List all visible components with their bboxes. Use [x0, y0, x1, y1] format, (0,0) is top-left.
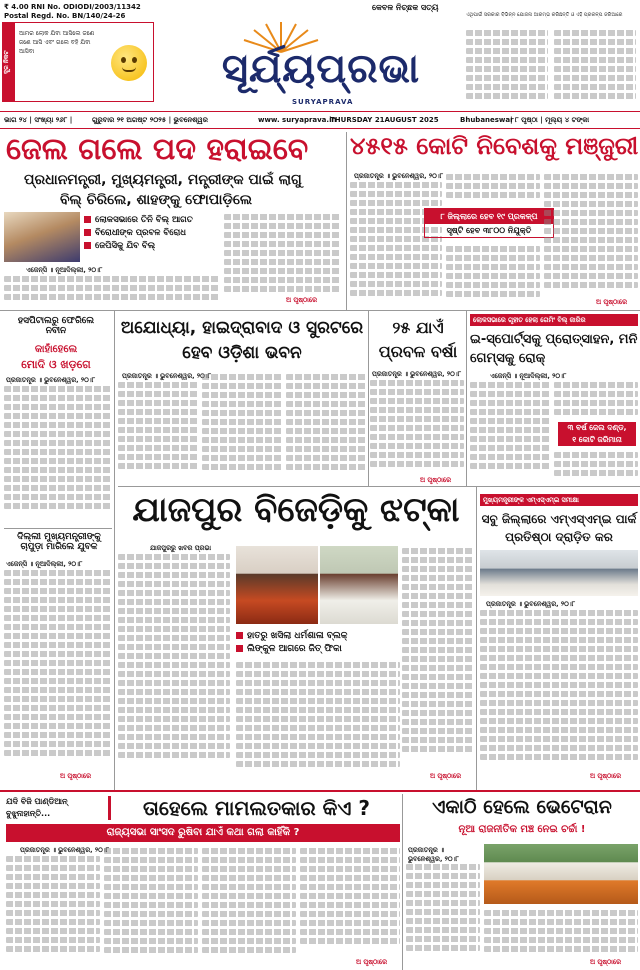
hospital-body — [4, 384, 112, 522]
lead-photo — [4, 212, 80, 262]
lead-bullets — [84, 214, 220, 253]
bottom-left-continued: ଅ ପୃଷ୍ଠାରେ — [356, 958, 388, 966]
mission-kicker: ମୁଖ୍ୟମନ୍ତ୍ରୀଙ୍କ ଏମ୍‌ଏସ୍‌ଏମ୍‌ଇ ସମୀକ୍ଷା — [480, 494, 638, 506]
issue-number: ଭାଗ ୨୪ | ସଂଖ୍ୟା ୨୬୮ | — [4, 116, 73, 124]
esports-kicker: ଲୋକସଭାରେ ଗୃହୀତ ହେଲା ଗେମିଂ ବିଲ୍ ଜାରିର — [470, 314, 638, 326]
emoji-face-icon — [111, 45, 147, 81]
esports-box-line-1: ୩ ବର୍ଷ ଜେଲ ଦଣ୍ଡ, — [558, 422, 636, 434]
mission-credit: ପ୍ରଜାତନ୍ତ୍ର ॥ ଭୁବନେଶ୍ୱର, ୨୦।୮ — [486, 600, 576, 608]
bottom-right-credit: ପ୍ରଜାତନ୍ତ୍ର ॥ ଭୁବନେଶ୍ୱର, ୨୦।୮ — [408, 846, 459, 863]
delhi-continued: ଅ ପୃଷ୍ଠାରେ — [60, 772, 92, 780]
invest-credit: ପ୍ରଜାତନ୍ତ୍ର ॥ ଭୁବନେଶ୍ୱର, ୨୦।୮ — [354, 172, 444, 180]
logo-subtitle: SURYAPRAVA — [292, 98, 354, 106]
bottom-right-body-2 — [484, 908, 638, 962]
jajpur-body-1 — [118, 552, 230, 782]
jajpur-continued: ଅ ପୃଷ୍ଠାରେ — [430, 772, 462, 780]
jajpur-photo-left — [236, 546, 318, 624]
rain-headline: ୨୫ ଯାଏଁ ପ୍ରବଳ ବର୍ଷା — [378, 318, 458, 361]
lead-continued: ଅ ପୃଷ୍ଠାରେ — [286, 296, 318, 304]
lead-body-right — [224, 212, 340, 298]
lead-bullet: ଜେପିସିକୁ ଯିବ ବିଲ୍ — [84, 240, 220, 253]
lead-bullet: ବିରୋଧୀଙ୍କ ପ୍ରବଳ ବିରୋଧ — [84, 227, 220, 240]
mission-headline: ସବୁ ଜିଲ୍ଲାରେ ଏମ୍‌ଏସ୍‌ଏମ୍‌ଇ ପାର୍କ ପ୍ରତିଷ୍ଠା ଦ୍ରାଡ଼ିତ କର — [481, 512, 637, 544]
hospital-kicker: ହସପିଟାଲରୁ ଫେରିଲେ ନବୀନ — [17, 316, 95, 336]
bhawan-headline: ଅଯୋଧ୍ୟା, ହାଇଦ୍ରାବାଦ ଓ ସୁରଟରେ ହେବ ଓଡ଼ିଶା ଭବନ — [120, 318, 364, 363]
bottom-right-photo — [484, 844, 638, 904]
bottom-left-credit: ପ୍ରଜାତନ୍ତ୍ର ॥ ଭୁବନେଶ୍ୱର, ୨୦।୮ — [20, 846, 110, 854]
delhi-credit: ଏଜେନ୍ସି ॥ ନୂଆଦିଲ୍ଲୀ, ୨୦।୮ — [6, 560, 83, 568]
hospital-head-3: ମୋଦି ଓ ଖଡ଼ଗେ — [21, 358, 91, 371]
jajpur-credit: ଯାଜପୁରରୁ ଖବର ପ୍ରଭା — [150, 544, 212, 552]
dateline-bar — [0, 111, 640, 129]
esports-body-2 — [554, 380, 638, 420]
bottom-left-body-3 — [202, 846, 296, 966]
rain-body — [370, 378, 464, 478]
bottom-right-sub: ନୂଆ ରାଜନୀତିକ ମଞ୍ଚ ନେଇ ଚର୍ଚ୍ଚା ! — [458, 824, 586, 835]
bhawan-body-1 — [118, 380, 198, 480]
lead-headline: ଜେଲ ଗଲେ ପଦ ହରାଇବେ — [6, 132, 309, 167]
jajpur-bullet: ଲିଙ୍କୁଳ ଆଗରେ ଜିତ୍ ଫିକା — [236, 643, 400, 656]
invest-box-line-2: ସୃଷ୍ଟି ହେବ ୩୮୦୦ ନିଯୁକ୍ତି — [446, 226, 532, 235]
bottom-right-continued: ଅ ପୃଷ୍ଠାରେ — [590, 958, 622, 966]
side-ad-quote: ଆମର ଲୋକ ଯିବା ଆସିଲେ ଜଣେ ଜଣେ ଆସି ଏବଂ ଗଲେ ବହି ଯିବା ଆସିବା — [19, 30, 95, 55]
lead-subhead-2: ବିଲ୍ ଚିରିଲେ, ଶାହଙ୍କୁ ଫୋପାଡ଼ିଲେ — [60, 192, 253, 208]
bhawan-credit: ପ୍ରଜାତନ୍ତ୍ର ॥ ଭୁବନେଶ୍ୱର, ୨୦।୮ — [122, 372, 212, 380]
bottom-left-body-2 — [104, 846, 198, 966]
price-line: ₹ 4.00 RNI No. ODIODI/2003/11342 — [4, 3, 141, 11]
lead-bullet: ଲୋକସଭାରେ ତିନି ବିଲ୍ ଆଗତ — [84, 214, 220, 227]
right-blurb-box — [466, 12, 638, 106]
jajpur-body-2 — [236, 660, 400, 782]
invest-body-4 — [544, 172, 638, 306]
postal-line: Postal Regd. No. BN/140/24-26 — [4, 12, 126, 20]
esports-body-3 — [554, 450, 638, 480]
invest-continued: ଅ ପୃଷ୍ଠାରେ — [596, 298, 628, 306]
bottom-left-kicker: ଯଦି ବିଜି ପାଣ୍ଡିଆନ୍ ବୁଝୁନାହାନ୍ତି... — [6, 797, 68, 818]
masthead — [0, 0, 640, 118]
bottom-left-headline: ତାହେଲେ ମାମଲତକାର କିଏ ? — [108, 796, 398, 820]
jajpur-body-3 — [402, 546, 474, 782]
rain-continued: ଅ ପୃଷ୍ଠାରେ — [420, 476, 452, 484]
bhawan-body-3 — [286, 372, 366, 480]
invest-body-1 — [350, 180, 442, 306]
english-date: THURSDAY 21AUGUST 2025 — [330, 116, 439, 124]
bottom-right-headline: ଏକାଠି ହେଲେ ଭେଟେରାନ — [432, 796, 612, 818]
esports-body-1 — [470, 380, 550, 476]
jajpur-photo-right — [320, 546, 398, 624]
bottom-right-body-1 — [406, 862, 480, 966]
tagline: କେବଳ ନିଚ୍ଛକ ସତ୍ୟ — [372, 3, 439, 12]
odia-date: ଗୁରୁବାର ୨୧ ଅଗଷ୍ଟ ୨୦୨୫ | ଭୁବନେଶ୍ୱର — [92, 116, 208, 124]
invest-headline: ୪୫୧୫ କୋଟି ନିବେଶକୁ ମଞ୍ଜୁରୀ — [350, 132, 639, 160]
esports-headline: ଇ-ସ୍ପୋର୍ଟ୍ସକୁ ପ୍ରୋତ୍ସାହନ, ମନି ଗେମ୍ସକୁ ରୋକ୍ — [470, 332, 638, 366]
mission-continued: ଅ ପୃଷ୍ଠାରେ — [590, 772, 622, 780]
mission-photo — [480, 550, 638, 596]
esports-highlight-box — [558, 422, 636, 446]
esports-credit: ଏଜେନ୍ସି ॥ ନୂଆଦିଲ୍ଲୀ, ୨୦।୮ — [490, 372, 567, 380]
bottom-left-body-1 — [6, 854, 100, 966]
mission-body — [480, 608, 638, 780]
invest-box-line-1: ୮ ଜିଲ୍ଲାରେ ହେବ ୧୯ ପ୍ରକଳ୍ପ — [425, 209, 553, 224]
invest-highlight-box — [424, 208, 554, 238]
newspaper-logo: ସୂର୍ଯ୍ୟପ୍ରଭା — [221, 46, 421, 92]
city: Bhubaneswar — [460, 116, 514, 124]
invest-body-2 — [446, 172, 540, 208]
lead-subhead-1: ପ୍ରଧାନମନ୍ତ୍ରୀ, ମୁଖ୍ୟମନ୍ତ୍ରୀ, ମନ୍ତ୍ରୀଙ୍କ ପାଇଁ ଲାଗୁ — [24, 172, 302, 188]
delhi-headline: ଦିଲ୍ଲୀ ମୁଖ୍ୟମନ୍ତ୍ରୀଙ୍କୁ ଚାପୁଡ଼ା ମାରିଲେ ଯୁବକ — [17, 532, 101, 552]
lead-body — [4, 274, 220, 308]
right-blurb: ଏଥିପାଇଁ ସରକାର ବିଭିନ୍ନ ଯୋଜନା ଆରମ୍ଭ କରିଛନ୍ତି ଓ ଏହି ପ୍ରକଳ୍ପ ଜରିଆରେ — [466, 12, 623, 18]
website-link[interactable]: www. suryaprava.in — [258, 116, 337, 124]
hospital-head-2: କାହାଁହେଲେ — [34, 344, 78, 355]
bottom-left-body-4 — [300, 846, 400, 956]
delhi-body — [4, 568, 112, 778]
invest-body-3 — [446, 244, 540, 306]
side-ad-box — [2, 22, 154, 102]
rain-credit: ପ୍ରଜାତନ୍ତ୍ର ॥ ଭୁବନେଶ୍ୱର, ୨୦।୮ — [372, 370, 462, 378]
esports-box-line-2: ୧ କୋଟି ଜରିମାନା — [558, 434, 636, 446]
page-count: | ୮ ପୃଷ୍ଠା | ମୂଲ୍ୟ ୪ ଟଙ୍କା — [510, 116, 590, 124]
side-ad-label: ଦୂର ନିକଟ — [3, 23, 15, 101]
hospital-credit: ପ୍ରଜାତନ୍ତ୍ର ॥ ଭୁବନେଶ୍ୱର, ୨୦।୮ — [6, 376, 96, 384]
bhawan-body-2 — [202, 372, 282, 480]
lead-credit: ଏଜେନ୍ସି ॥ ନୂଆଦିଲ୍ଲୀ, ୨୦।୮ — [26, 266, 103, 274]
jajpur-bullet: ହାତରୁ ଖସିଲା ଧର୍ମଶାଳା ବ୍ଲକ୍ — [236, 630, 400, 643]
bottom-left-sub: ରାଜ୍ୟସଭା ସାଂସଦ ରୁଷିବା ଯାଏଁ କଥା ଗଲା କାହିଁକି ? — [6, 824, 400, 842]
jajpur-headline: ଯାଜପୁର ବିଜେଡ଼ିକୁ ଝଟ୍‌କା — [132, 490, 460, 530]
jajpur-bullets — [236, 630, 400, 656]
